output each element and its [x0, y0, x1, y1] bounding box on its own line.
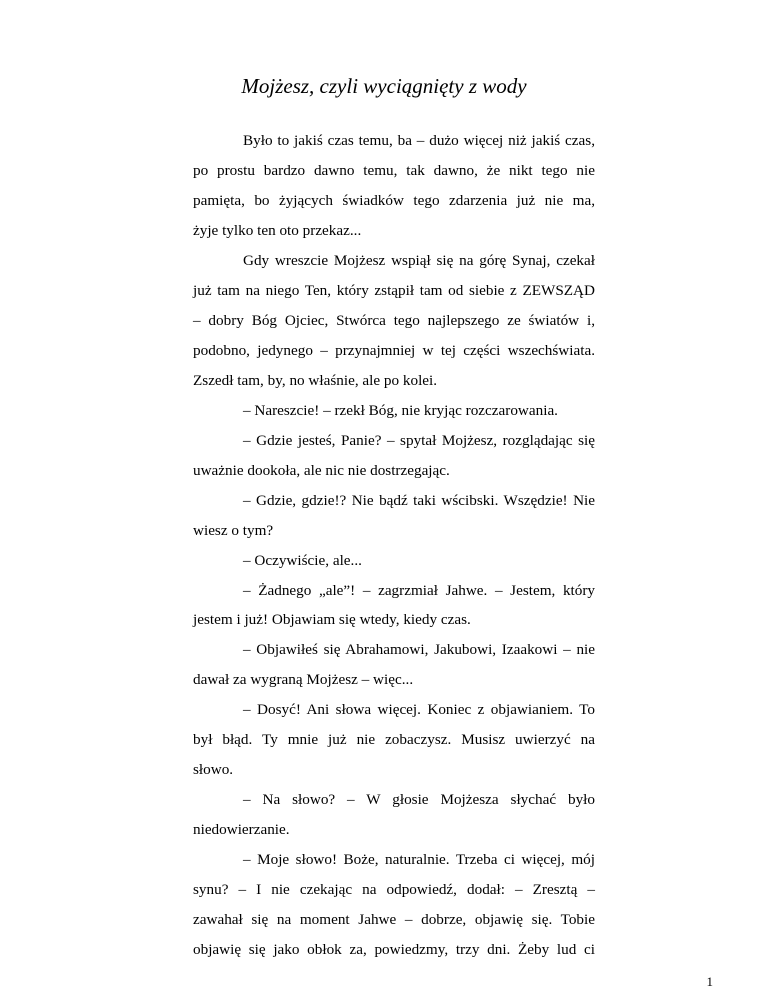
text-line: – Żadnego „ale”! – zagrzmiał Jahwe. – Jestem, który — [243, 581, 595, 599]
text-line: uważnie dookoła, ale nic nie dostrzegając. — [193, 461, 450, 479]
text-line: – dobry Bóg Ojciec, Stwórca tego najlepszego ze światów i, — [193, 311, 595, 329]
text-line: dawał za wygraną Mojżesz – więc... — [193, 671, 414, 689]
text-line: żyje tylko ten oto przekaz... — [193, 221, 362, 239]
text-line: – Dosyć! Ani słowa więcej. Koniec z objawianiem. To — [243, 701, 595, 719]
text-line: – Gdzie, gdzie!? Nie bądź taki wścibski. Wszędzie! Nie — [243, 491, 595, 509]
text-line: słowo. — [193, 761, 234, 779]
page-number: 1 — [706, 974, 713, 989]
text-line: Zszedł tam, by, no właśnie, ale po kolei. — [193, 371, 438, 389]
text-line: Gdy wreszcie Mojżesz wspiął się na górę Synaj, czekał — [243, 251, 595, 269]
text-line: był błąd. Ty mnie już nie zobaczysz. Musisz uwierzyć na — [193, 731, 595, 749]
text-line: objawię się jako obłok za, powiedzmy, trzy dni. Żeby lud ci — [193, 941, 595, 958]
text-line: – Objawiłeś się Abrahamowi, Jakubowi, Izaakowi – nie — [243, 641, 595, 659]
text-line: synu? – I nie czekając na odpowiedź, dodał: – Zresztą – — [193, 881, 595, 899]
text-line: już tam na niego Ten, który zstąpił tam od siebie z ZEWSZĄD — [193, 281, 595, 299]
document-title: Mojżesz, czyli wyciągnięty z wody — [241, 74, 527, 98]
text-line: niedowierzanie. — [193, 821, 290, 839]
text-line: Było to jakiś czas temu, ba – dużo więcej niż jakiś czas, — [243, 132, 595, 149]
text-line: podobno, jedynego – przynajmniej w tej części wszechświata. — [193, 341, 595, 359]
text-line: – Gdzie jesteś, Panie? – spytał Mojżesz, rozglądając się — [243, 431, 595, 449]
text-line: – Moje słowo! Boże, naturalnie. Trzeba ci więcej, mój — [243, 851, 595, 869]
text-line: – Oczywiście, ale... — [243, 551, 362, 569]
text-line: pamięta, bo żyjących świadków tego zdarzenia już nie ma, — [193, 191, 595, 209]
text-line: po prostu bardzo dawno temu, tak dawno, że nikt tego nie — [193, 162, 595, 179]
text-line: jestem i już! Objawiam się wtedy, kiedy czas. — [193, 611, 471, 629]
text-line: wiesz o tym? — [193, 521, 274, 539]
text-line: – Na słowo? – W głosie Mojżesza słychać było — [243, 791, 595, 809]
text-line: – Nareszcie! – rzekł Bóg, nie kryjąc rozczarowania. — [243, 401, 558, 419]
text-line: zawahał się na moment Jahwe – dobrze, objawię się. Tobie — [193, 911, 595, 929]
